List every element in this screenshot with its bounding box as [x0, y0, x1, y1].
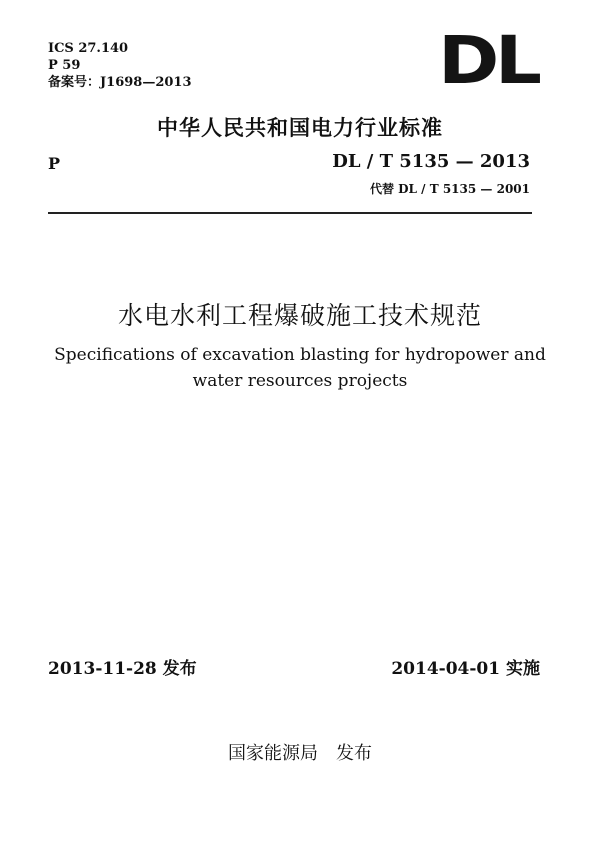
category-code: P: [48, 154, 61, 173]
standard-number: DL / T 5135 — 2013: [332, 151, 530, 172]
issue-date: 2013-11-28 发布: [48, 659, 197, 679]
title-en-line-1: Specifications of excavation blasting for hydropower and: [54, 345, 546, 365]
title-en-line-2: water resources projects: [192, 371, 408, 391]
header-divider: [48, 212, 532, 214]
replaces-standard: 代替 DL / T 5135 — 2001: [369, 182, 530, 196]
document-title-chinese: 水电水利工程爆破施工技术规范: [117, 301, 482, 330]
implementation-date: 2014-04-01 实施: [391, 659, 540, 679]
classification-block: [48, 40, 192, 91]
record-number: 备案号：J1698—2013: [48, 75, 192, 90]
ics-code: ICS 27.140: [48, 41, 129, 56]
ccs-code: P 59: [48, 58, 81, 73]
publisher: 国家能源局 发布: [228, 743, 372, 764]
dl-logo: DL: [438, 22, 538, 99]
document-title-english: [0, 342, 600, 394]
industry-standard-title: 中华人民共和国电力行业标准: [157, 116, 443, 140]
